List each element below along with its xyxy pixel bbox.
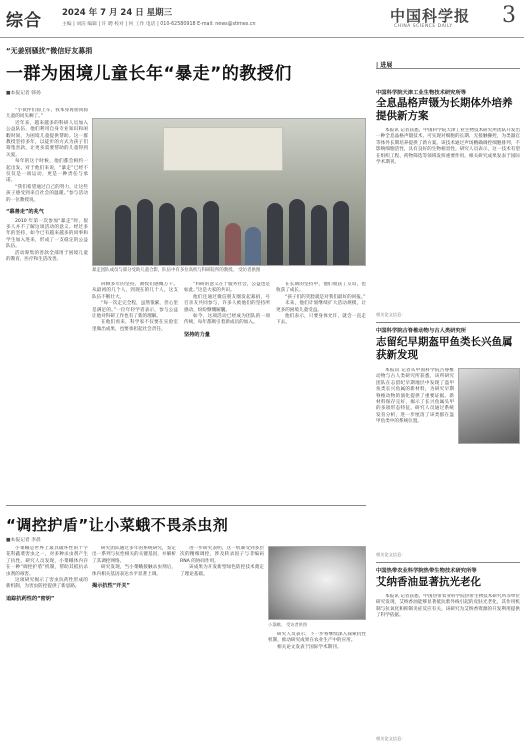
article-2-title: “调控护盾”让小菜蛾不畏杀虫剂 [6, 516, 229, 534]
right-divider [376, 562, 520, 563]
paragraph: 他们表示，只要身体允许，就会一直走下去。 [276, 314, 366, 326]
right-item-2-body-a [376, 368, 454, 448]
paragraph: 本报讯 记者获悉，中国热带农业科学院热带生物技术研究所等单位研究发现，艾纳香油能够显著抵抗紫外线引起的皮肤光老化，其作用机制与抗氧化和抑制炎症反应有关。该研究为艾纳香资源的开发利用提供了科学依据。 [376, 594, 520, 619]
paragraph: 回顾多年的坚持，教授们感慨万千。从最初的几个人，到现在的几十人，这支队伍不断壮大。 [92, 282, 178, 300]
paragraph: 在长期的坚持中，他们收获了友谊，也收获了成长。 [276, 282, 366, 294]
paragraph: 小菜蛾是世界上最具破坏性的十字花科蔬菜害虫之一，对多种杀虫剂产生了抗性。研究人员发现，小菜蛾体内存在一种“调控护盾”机制，帮助其抵抗杀虫剂的毒害。 [6, 546, 88, 577]
paragraph: 如今，这项活动已经成为团队的一项传统，每年都吸引着新成员的加入。 [184, 314, 270, 326]
article-1-photo [92, 118, 366, 266]
article-1-column-2 [92, 282, 178, 500]
publication-date: 2024 年 7 月 24 日 星期三 [62, 8, 173, 18]
article-1-header [6, 46, 366, 96]
article-2-photo [268, 546, 366, 620]
right-item-2-title: 志留纪早期盔甲鱼类长兴鱼属获新发现 [376, 336, 513, 361]
photo-person [267, 203, 283, 265]
article-2-subhead-2: 揭示抗性“开关” [92, 583, 130, 590]
paragraph: “科研的意义在于服务社会，公益也是如此。”这是大家的共识。 [184, 282, 270, 294]
photo-person [245, 227, 261, 265]
paragraph: 2010 年第一次参加“暴走”时，很多人并不了解这项活动的意义。经过多年的坚持，如今已有越来越多的同事和学生加入进来，形成了一支稳定的公益队伍。 [6, 218, 88, 250]
right-item-3-title: 艾纳香油显著抗光老化 [376, 576, 481, 588]
article-2-subhead-1: 追踪抗药性的“密钥” [6, 595, 55, 602]
newspaper-logo-subtitle: CHINA SCIENCE DAILY [394, 24, 453, 29]
article-1-photo-caption: 暴走团队成员与部分受助儿童合影，队伍中有多位高校与科研院所的教授。 受访者供图 [92, 268, 261, 273]
article-2-photo-caption: 小菜蛾。 受访者供图 [268, 622, 308, 627]
article-1-column-4 [276, 282, 366, 500]
right-item-1-source: 相关论文信息： [376, 312, 406, 317]
paragraph: “每一次走完全程，虽然很累，但心里是满足的。”一位年轻学者表示，参与公益让他对科研工作也有了新的理解。 [92, 301, 178, 320]
paragraph: 研究发现，当小菜蛾接触杀虫剂后，体内相关基因表达水平显著上调。 [92, 565, 176, 577]
paragraph: 活动筹集的善款全部用于困境儿童的教育、医疗和生活改善。 [6, 250, 88, 262]
paragraph: 他们还通过微信朋友圈发起募捐，号召亲友共同参与，许多人被他们的坚持所感动，纷纷慷慨解囊。 [184, 294, 270, 313]
masthead [0, 0, 524, 38]
right-item-3-kicker: 中国热带农业科学院热带生物技术研究所等 [376, 568, 477, 574]
right-item-1-title: 全息晶格声镊为长期体外培养提供新方案 [376, 97, 513, 122]
paragraph: 本报讯 记者获悉，中国科学院天津工业生物技术研究所团队开发出一种全息晶格声镊技术，可实现对细胞的长期、无接触操控，为类器官等体外长期培养提供了新方案。该技术通过声场精确调控细胞排列，不影响细胞活性，具有良好的生物相容性。研究人员表示，这一技术有望在组织工程、药物筛选等领域发挥重要作用。相关研究成果发表于国际学术期刊。 [376, 128, 520, 166]
photo-person [203, 201, 219, 265]
article-1-subhead-2: 坚持的力量 [184, 331, 210, 338]
paragraph: 该成果为开发新型绿色防控技术奠定了理论基础。 [180, 565, 264, 577]
article-2-column-2 [92, 546, 176, 742]
photo-person [333, 201, 349, 265]
paragraph: 在他们看来，科学家不仅要在实验室里做出成果，也要承担起社会责任。 [92, 320, 178, 332]
right-section-header: | 进展 [376, 60, 520, 69]
paragraph: “我们希望通过自己的努力，让这些孩子感受到来自社会的温暖。”参与活动的一位教授说。 [6, 184, 88, 203]
photo-person [137, 199, 153, 265]
article-1-column-1 [6, 108, 88, 500]
photo-person [181, 207, 197, 265]
paragraph: “孩子们的笑脸就是对我们最好的回报。” [285, 294, 366, 300]
right-item-1-kicker: 中国科学院天津工业生物技术研究所等 [376, 90, 467, 96]
article-1-title: 一群为困境儿童长年“暴走”的教授们 [6, 64, 292, 84]
article-2-column-4 [268, 632, 366, 742]
photo-person [311, 205, 327, 265]
section-name: 综合 [6, 11, 42, 31]
paragraph: “小伙伴们骑上车，我本身再朋同骑儿童的同头啊了。” [6, 108, 88, 120]
paragraph: 这项研究揭示了害虫抗药性形成的新机制，为害虫防控提供了新思路。 [6, 578, 88, 590]
paragraph: 相关论文发表于国际学术期刊。 [277, 644, 342, 650]
right-divider [376, 322, 520, 323]
page-number: 3 [502, 3, 516, 28]
paragraph: 近年来，越来越多的科研人员加入公益队伍，他们利用自身专业知识和闲暇时间，为困境儿童提供帮助。这一群教授坚持多年，以徒步的方式为孩子们筹集善款，让更多需要帮助的儿童得到关爱。 [6, 120, 88, 158]
article-2-column-3 [180, 546, 264, 742]
photo-backdrop-banner [163, 127, 283, 171]
photo-person [289, 199, 305, 265]
paragraph: 研究团队通过多年的系统研究，鉴定出一系列与抗性相关的关键基因，并解析了其调控网络。 [92, 546, 176, 564]
photo-person [159, 203, 175, 265]
photo-person [225, 223, 241, 265]
right-item-3-source: 相关论文信息： [376, 736, 406, 741]
right-item-2-photo [458, 368, 520, 444]
article-1-column-3 [184, 282, 270, 500]
paragraph: 研究人员表示，下一步将继续深入探索抗性机制，推动研究成果在农业生产中的应用。 [268, 632, 366, 644]
article-2-column-1 [6, 546, 88, 742]
right-item-2-kicker: 中国科学院古脊椎动物与古人类研究所 [376, 328, 467, 334]
paragraph: 本报讯 记者从中国科学院古脊椎动物与古人类研究所获悉，该所研究团队在志留纪早期地层中发现了盔甲鱼类长兴鱼属的新材料，为研究早期脊椎动物的演化提供了重要证据。新材料保存完好，揭示了长兴鱼属头甲的多项形态特征。研究人员通过系统发育分析，进一步厘清了该类群在盔甲鱼类中的系统位置。 [376, 368, 454, 425]
right-item-2-source: 相关论文信息： [376, 552, 406, 557]
right-item-1-body [376, 128, 520, 310]
right-item-3-body [376, 594, 520, 734]
newspaper-logo: 中国科学报 [390, 7, 471, 25]
article-1-subhead-1: “慕善走”的兆气 [6, 209, 44, 216]
article-2-byline: ■本报记者 李晨 [6, 538, 41, 543]
article-1-byline: ■本报记者 韩扬 [6, 91, 41, 96]
editor-info: 主编 | 刘洁 编辑 | 许 聘 校对 | 何 工作 电话 | 010-62580918 E-mail: news@stimes.cn [62, 22, 256, 27]
photo-person [115, 205, 131, 265]
paragraph: 未来，他们计划继续扩大活动规模，让更多的困境儿童受益。 [276, 301, 366, 313]
article-1-kicker: “无姜别骚扰”微信好友募捐 [6, 47, 93, 55]
article-divider [6, 505, 366, 506]
paragraph: 每年的这个时候，他们都会相约一起出发。对于他们来说，“暴走”已经不仅仅是一项运动，更是一种责任与承诺。 [6, 159, 88, 184]
paragraph: 进一步研究表明，这一机制受到多层次的精细调控，涉及转录因子与非编码 RNA 的协同作用。 [180, 546, 264, 564]
